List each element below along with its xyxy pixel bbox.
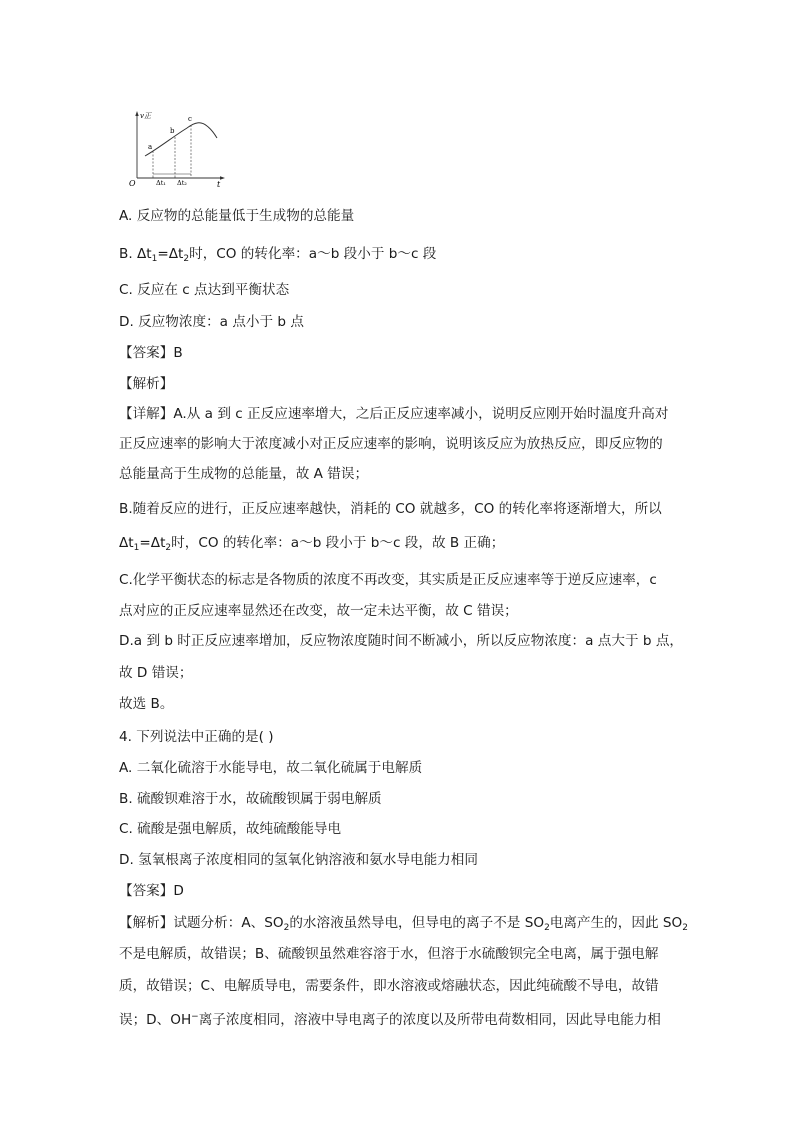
q3-detail-line-9: 故 D 错误； — [119, 665, 193, 681]
q4-answer: 【答案】D — [119, 883, 184, 899]
q3-option-b-pre: B. Δt — [119, 246, 152, 262]
q4-analysis-line-1-pre: 【解析】试题分析：A、SO — [119, 915, 284, 931]
point-label-c: c — [188, 115, 192, 123]
q4-analysis-line-4-post: 离子浓度相同，溶液中导电离子的浓度以及所带电荷数相同，因此导电能力相 — [198, 1012, 661, 1028]
q4-analysis-line-1-sub1: 2 — [283, 923, 290, 933]
q3-option-b-sub2: 2 — [183, 254, 190, 264]
q3-detail-line-3: 总能量高于生成物的总能量，故 A 错误； — [119, 466, 369, 482]
q3-detail-line-5-sub2: 2 — [165, 543, 172, 553]
q4-analysis-line-1-mid2: 电离产生的，因此 SO — [549, 915, 683, 931]
q3-option-b-post: 时，CO 的转化率：a～b 段小于 b～c 段 — [189, 246, 437, 262]
q4-analysis-line-4-pre: 误；D、OH — [119, 1012, 192, 1028]
rate-curve — [145, 123, 217, 156]
q3-detail-line-1: 【详解】A.从 a 到 c 正反应速率增大，之后正反应速率减小，说明反应刚开始时温度升高对 — [119, 406, 669, 422]
q4-analysis-line-2: 不是电解质，故错误；B、硫酸钡虽然难容溶于水，但溶于水硫酸钡完全电离，属于强电解 — [119, 946, 659, 962]
q3-option-b-sub1: 1 — [151, 254, 158, 264]
q4-option-a: A. 二氧化硫溶于水能导电，故二氧化硫属于电解质 — [119, 760, 423, 776]
q4-analysis-line-4-sup: − — [191, 1012, 199, 1022]
q4-analysis-line-1-mid: 的水溶液虽然导电，但导电的离子不是 SO — [289, 915, 545, 931]
q3-detail-line-5-pre: Δt — [119, 535, 134, 551]
q3-detail-line-4: B.随着反应的进行，正反应速率越快，消耗的 CO 就越多，CO 的转化率将逐渐增大，所以 — [119, 501, 662, 517]
q4-option-d: D. 氢氧根离子浓度相同的氢氧化钠溶液和氨水导电能力相同 — [119, 852, 478, 868]
q4-analysis-line-4 — [119, 1007, 661, 1030]
q3-detail-line-2: 正反应速率的影响大于浓度减小对正反应速率的影响，说明该反应为放热反应，即反应物的 — [119, 436, 663, 452]
q4-option-c: C. 硫酸是强电解质，故纯硫酸能导电 — [119, 821, 342, 837]
interval-label-1: Δt₁ — [156, 179, 166, 187]
q3-detail-line-5-post: 时，CO 的转化率：a～b 段小于 b～c 段，故 B 正确； — [171, 535, 505, 551]
q3-option-a: A. 反应物的总能量低于生成物的总能量 — [119, 208, 355, 224]
q4-analysis-line-3: 质，故错误；C、电解质导电，需要条件，即水溶液或熔融状态，因此纯硫酸不导电，故错 — [119, 978, 659, 994]
q4-analysis-line-1 — [119, 913, 688, 938]
q4-analysis-line-1-sub2: 2 — [544, 923, 550, 933]
q3-detail-line-6: C.化学平衡状态的标志是各物质的浓度不再改变，其实质是正反应速率等于逆反应速率，c — [119, 572, 657, 588]
q3-detail-line-10: 故选 B。 — [119, 696, 174, 712]
q3-answer: 【答案】B — [119, 345, 183, 361]
q4-stem: 4. 下列说法中正确的是( ) — [119, 729, 274, 745]
reaction-rate-graph — [129, 108, 229, 190]
q3-detail-line-8: D.a 到 b 时正反应速率增加，反应物浓度随时间不断减小，所以反应物浓度：a 点大于 b 点， — [119, 633, 684, 649]
x-axis-label: t — [217, 180, 221, 189]
interval-label-2: Δt₂ — [177, 179, 187, 187]
origin-label: O — [129, 179, 136, 188]
q3-detail-line-7: 点对应的正反应速率显然还在改变，故一定未达平衡，故 C 错误； — [119, 603, 518, 619]
q3-option-b — [119, 244, 436, 269]
q3-detail-line-5-mid: =Δt — [139, 535, 166, 551]
x-axis-arrow — [220, 176, 225, 179]
y-axis-arrow — [135, 111, 138, 116]
q4-option-b: B. 硫酸钡难溶于水，故硫酸钡属于弱电解质 — [119, 791, 382, 807]
q3-option-d: D. 反应物浓度：a 点小于 b 点 — [119, 314, 304, 330]
q3-option-b-mid: =Δt — [157, 246, 184, 262]
y-axis-label: v正 — [140, 112, 151, 120]
q4-analysis-line-1-sub3: 2 — [682, 923, 688, 933]
q3-option-c: C. 反应在 c 点达到平衡状态 — [119, 282, 290, 298]
point-label-a: a — [148, 143, 153, 151]
q3-analysis-heading: 【解析】 — [119, 376, 174, 392]
q3-detail-line-5-sub1: 1 — [133, 543, 140, 553]
q3-detail-line-5 — [119, 533, 504, 558]
point-label-b: b — [170, 127, 175, 135]
